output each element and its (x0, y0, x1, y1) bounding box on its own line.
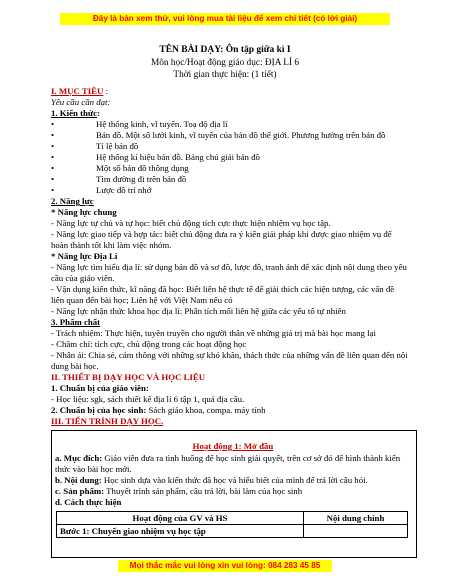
geo-competency-item: - Vận dụng kiến thức, kĩ năng đã học: Biết liên hệ thực tế để giải thích các hiện tượng, các vấn đề liên quan đến bài học; Liên hệ với Việt Nam nếu có (51, 284, 395, 305)
general-competency-item: - Năng lực tự chủ và tự học: biết chủ động tích cực thực hiện nhiệm vụ học tập. (51, 218, 331, 228)
competency-heading: 2. Năng lực (51, 196, 94, 206)
table-cell: Bước 1: Chuyển giao nhiệm vụ học tập (57, 525, 304, 538)
content-label: b. Nội dung: (55, 475, 102, 485)
activity-content (55, 431, 411, 508)
purpose-label: a. Mục đích: (55, 453, 103, 463)
student-prep-line (51, 405, 409, 416)
product-label: c. Sản phẩm: (55, 486, 105, 496)
activity-table (56, 511, 408, 538)
knowledge-heading: 1. Kiến thức (51, 108, 98, 118)
quality-item: - Nhân ái: Chia sẻ, cảm thông với những sự khó khăn, thách thức của những vấn đề liên quan đến nội dung bài học. (51, 350, 408, 371)
teacher-prep-text: - Học liệu: sgk, sách thiết kế địa lí 6 tập 1, quả địa cầu. (51, 394, 245, 404)
teacher-prep-heading: 1. Chuẩn bị của giáo viên: (51, 383, 149, 393)
knowledge-heading-line (51, 108, 409, 119)
method-label: d. Cách thực hiện (55, 497, 122, 507)
contact-banner: Mọi thắc mắc vui lòng xin vui lòng: 084 283 45 85 (118, 560, 332, 572)
geo-competency-item: - Năng lực nhận thức khoa học địa lí: Phân tích mối liên hệ giữa các yếu tố tự nhiên (51, 306, 346, 316)
table-header-row (57, 512, 408, 525)
duration-line: Thời gian thực hiện: (1 tiết) (173, 70, 277, 80)
geo-competency-item: - Năng lực tìm hiểu địa lí: sử dụng bản đồ và sơ đồ, lược đồ, tranh ảnh để xác định nội dung theo yêu cầu của giáo viên. (51, 262, 407, 283)
knowledge-item: • Một số bản đồ thông dụng (51, 163, 409, 174)
quality-item: - Trách nhiệm: Thực hiện, tuyên truyền cho người thân về những giá trị mà bài học mang lại (51, 328, 376, 338)
knowledge-item: • Hệ thống kinh, vĩ tuyến. Toạ độ địa lí (51, 119, 409, 130)
document-body (51, 86, 409, 427)
geo-competency-heading: * Năng lực Địa Lí (51, 251, 118, 261)
objectives-heading-line (51, 86, 409, 97)
general-competency-heading: * Năng lực chung (51, 207, 117, 217)
content-text: Học sinh dựa vào kiến thức đã học và hiểu biết của mình để trả lời câu hỏi. (101, 475, 368, 485)
student-prep-heading: 2. Chuẩn bị của học sinh: (51, 405, 147, 415)
knowledge-item: • Tìm đường đi trên bản đồ (51, 174, 409, 185)
knowledge-item: • Hệ thống kí hiệu bản đồ. Bảng chú giải bản đồ (51, 152, 409, 163)
activity-box (51, 430, 417, 558)
lesson-title: TÊN BÀI DẠY: Ôn tập giữa kì I (159, 45, 291, 55)
table-header-cell: Nội dung chính (304, 512, 408, 525)
table-row (57, 525, 408, 538)
knowledge-item: • Lược đồ trí nhớ (51, 185, 409, 196)
table-header-cell: Hoạt động của GV và HS (57, 512, 304, 525)
knowledge-heading-suffix: : (97, 108, 101, 118)
process-heading: III. TIẾN TRÌNH DẠY HỌC. (51, 416, 164, 426)
preview-banner: Đây là bản xem thử, vui lòng mua tài liệu để xem chi tiết (có lời giải) (60, 13, 390, 25)
knowledge-item: • Bản đồ. Một số lưới kinh, vĩ tuyến của bản đồ thế giới. Phương hướng trên bản đồ (51, 130, 409, 141)
activity-purpose (55, 453, 411, 475)
purpose-text: Giáo viên đưa ra tình huống để học sinh giải quyết, trên cơ sở đó để hình thành kiến thức vào bài học mới. (55, 453, 401, 474)
product-text: Thuyết trình sản phẩm, câu trả lời, bài làm của học sinh (104, 486, 303, 496)
equipment-heading: II. THIẾT BỊ DẠY HỌC VÀ HỌC LIỆU (51, 372, 206, 382)
requirement-label: Yêu cầu cần đạt: (51, 97, 111, 107)
subject-line: Môn học/Hoạt động giáo dục: ĐỊA LÍ 6 (151, 58, 299, 68)
objectives-heading-suffix: : (103, 86, 109, 96)
table-cell (304, 525, 408, 538)
knowledge-item: • Tỉ lệ bản đồ (51, 141, 409, 152)
activity-product (55, 486, 411, 497)
general-competency-item: - Năng lực giao tiếp và hợp tác: biết chủ động đưa ra ý kiến giải pháp khi được giao nhiệm vụ để hoàn thành tốt khi làm việc nhóm. (51, 229, 392, 250)
student-prep-text: Sách giáo khoa, compa. máy tính (146, 405, 266, 415)
activity-content-line (55, 475, 411, 486)
quality-item: - Chăm chỉ: tích cực, chủ động trong các hoạt động học (51, 339, 247, 349)
quality-heading: 3. Phẩm chất (51, 317, 101, 327)
objectives-heading: I. MỤC TIÊU (51, 86, 104, 96)
activity-title: Hoạt động 1: Mở đầu (192, 441, 274, 451)
